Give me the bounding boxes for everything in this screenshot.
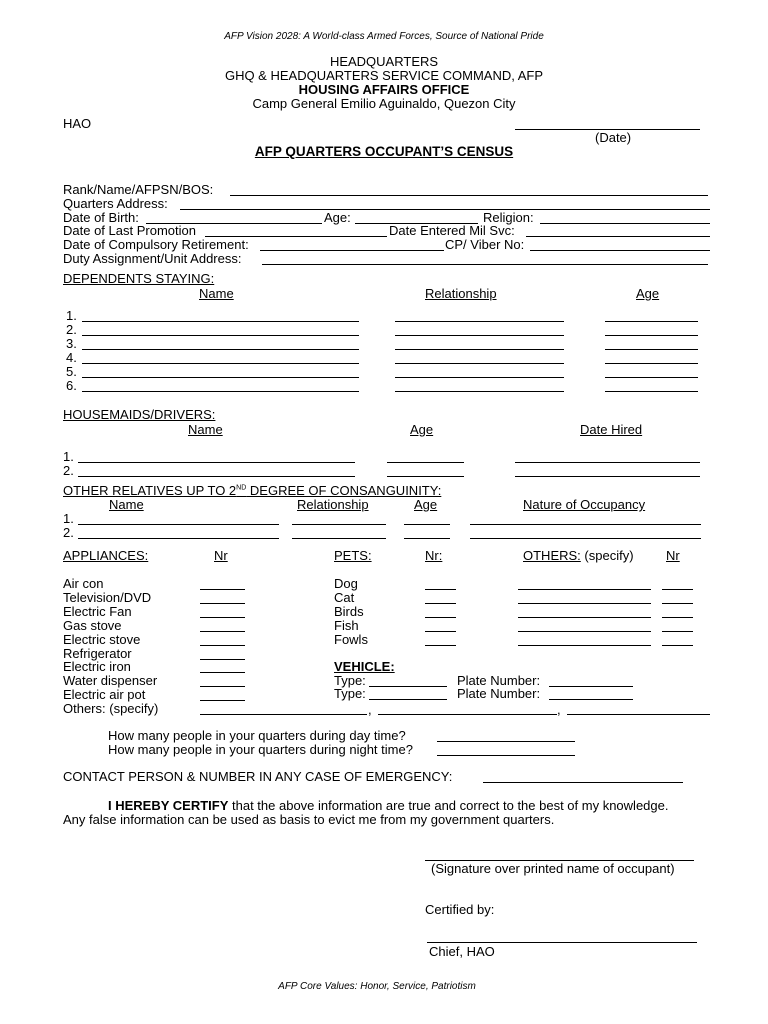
vehicle-type-field-2[interactable] [369, 699, 447, 700]
dependents-col-relationship: Relationship [425, 286, 497, 301]
appliance-others-field-2[interactable] [378, 714, 557, 715]
certify-rest: that the above information are true and correct to the best of my knowledge. [228, 798, 669, 813]
appliance-count-field[interactable] [200, 645, 245, 646]
header-line-location: Camp General Emilio Aguinaldo, Quezon City [252, 96, 516, 111]
appliance-item-label: Electric air pot [63, 687, 146, 703]
relative-relationship-field[interactable] [292, 538, 386, 539]
chief-signature-line[interactable] [427, 942, 697, 943]
relative-age-field[interactable] [404, 524, 450, 525]
age-label: Age: [324, 210, 351, 225]
vehicle-plate-field-2[interactable] [549, 699, 633, 700]
pets-nr: Nr: [425, 548, 443, 563]
others-nr: Nr [666, 548, 680, 563]
other-count-field[interactable] [662, 603, 693, 604]
other-count-field[interactable] [662, 617, 693, 618]
comma-1: , [368, 702, 372, 717]
relatives-heading-sup: ND [236, 484, 247, 492]
relative-age-field[interactable] [404, 538, 450, 539]
retirement-field[interactable] [260, 250, 444, 251]
core-values-footer: AFP Core Values: Honor, Service, Patriotism [278, 981, 476, 992]
relatives-heading-a: OTHER RELATIVES UP TO 2 [63, 483, 237, 498]
housemaids-heading: HOUSEMAIDS/DRIVERS: [63, 407, 216, 422]
dependent-row-number: 2. [66, 322, 77, 337]
appliance-count-field[interactable] [200, 589, 245, 590]
certify-bold: I HEREBY CERTIFY [108, 798, 229, 813]
appliance-others-field-1[interactable] [200, 714, 367, 715]
appliance-item-label: Electric stove [63, 631, 141, 647]
vehicle-plate-field-1[interactable] [549, 686, 633, 687]
dependent-name-field[interactable] [82, 321, 359, 322]
certified-by-label: Certified by: [425, 902, 495, 917]
dependent-relationship-field[interactable] [395, 335, 564, 336]
relative-nature-field[interactable] [470, 538, 701, 539]
last-promotion-label: Date of Last Promotion [63, 223, 196, 238]
dependent-relationship-field[interactable] [395, 391, 564, 392]
question-night: How many people in your quarters during night time? [108, 742, 413, 757]
others-heading-label: OTHERS: [523, 548, 581, 563]
question-day: How many people in your quarters during day time? [108, 728, 406, 743]
dependent-relationship-field[interactable] [395, 321, 564, 322]
date-label: (Date) [595, 130, 632, 145]
header-line-headquarters: HEADQUARTERS [329, 54, 439, 69]
vehicle-type-label-2: Type: [334, 686, 366, 701]
housemaid-age-field[interactable] [387, 462, 464, 463]
relative-relationship-field[interactable] [292, 524, 386, 525]
housemaids-col-name: Name [188, 422, 223, 437]
header-line-office: HOUSING AFFAIRS OFFICE [298, 82, 470, 97]
pet-item-label: Fish [334, 617, 359, 633]
duty-field[interactable] [262, 264, 708, 265]
dob-label: Date of Birth: [63, 210, 139, 225]
pets-heading: PETS: [334, 548, 372, 563]
pet-count-field[interactable] [425, 645, 456, 646]
date-entered-label: Date Entered Mil Svc: [389, 223, 515, 238]
appliance-item-label: Water dispenser [63, 673, 158, 689]
others-heading [523, 549, 634, 563]
other-count-field[interactable] [662, 645, 693, 646]
housemaids-col-date-hired: Date Hired [580, 422, 643, 437]
night-count-field[interactable] [437, 755, 575, 756]
dependent-age-field[interactable] [605, 349, 698, 350]
dependent-age-field[interactable] [605, 391, 698, 392]
cp-field[interactable] [530, 250, 710, 251]
dependent-name-field[interactable] [82, 335, 359, 336]
dependent-age-field[interactable] [605, 321, 698, 322]
other-specify-field[interactable] [518, 589, 651, 590]
appliance-item-label: Others: (specify) [63, 701, 159, 717]
occupant-signature-label: (Signature over printed name of occupant) [431, 861, 675, 876]
other-count-field[interactable] [662, 631, 693, 632]
pet-item-label: Fowls [334, 631, 368, 647]
pet-count-field[interactable] [425, 617, 456, 618]
relative-name-field[interactable] [78, 538, 279, 539]
certify-line-1 [108, 799, 668, 813]
relatives-col-nature: Nature of Occupancy [523, 497, 646, 512]
other-specify-field[interactable] [518, 603, 651, 604]
dependent-name-field[interactable] [82, 377, 359, 378]
vehicle-plate-label-1: Plate Number: [457, 673, 541, 688]
dependent-name-field[interactable] [82, 363, 359, 364]
housemaid-date-field[interactable] [515, 462, 700, 463]
appliance-item-label: Air con [63, 576, 104, 591]
relative-nature-field[interactable] [470, 524, 701, 525]
vision-statement: AFP Vision 2028: A World-class Armed Forces, Source of National Pride [224, 31, 544, 42]
dependent-relationship-field[interactable] [395, 377, 564, 378]
appliance-count-field[interactable] [200, 700, 245, 701]
certify-line-2: Any false information can be used as basis to evict me from my government quarters. [63, 812, 555, 827]
dependents-col-name: Name [199, 286, 234, 301]
relatives-col-age: Age [414, 497, 438, 512]
address-field[interactable] [180, 209, 710, 210]
dependent-relationship-field[interactable] [395, 349, 564, 350]
emergency-contact-field[interactable] [483, 782, 683, 783]
pet-item-label: Dog [334, 576, 358, 591]
housemaid-row-number: 2. [63, 463, 74, 478]
housemaid-name-field[interactable] [78, 462, 355, 463]
pet-count-field[interactable] [425, 631, 456, 632]
emergency-contact-label: CONTACT PERSON & NUMBER IN ANY CASE OF EMERGENCY: [63, 769, 453, 784]
dependent-age-field[interactable] [605, 335, 698, 336]
appliance-others-field-3[interactable] [567, 714, 710, 715]
dependent-row-number: 3. [66, 336, 77, 351]
other-specify-field[interactable] [518, 645, 651, 646]
relatives-col-relationship: Relationship [297, 497, 369, 512]
cp-label: CP/ Viber No: [445, 237, 525, 252]
dependent-row-number: 5. [66, 364, 77, 379]
relative-row-number: 1. [63, 511, 74, 526]
vehicle-type-field-1[interactable] [369, 686, 447, 687]
dependent-relationship-field[interactable] [395, 363, 564, 364]
date-entered-field[interactable] [526, 236, 710, 237]
chief-label: Chief, HAO [429, 944, 495, 959]
appliance-item-label: Gas stove [63, 617, 122, 633]
dependent-name-field[interactable] [82, 391, 359, 392]
pet-count-field[interactable] [425, 603, 456, 604]
other-specify-field[interactable] [518, 631, 651, 632]
comma-2: , [557, 702, 561, 717]
other-specify-field[interactable] [518, 617, 651, 618]
pet-item-label: Birds [334, 603, 364, 619]
appliance-item-label: Television/DVD [63, 589, 152, 605]
relative-row-number: 2. [63, 525, 74, 540]
day-count-field[interactable] [437, 741, 575, 742]
dependent-row-number: 4. [66, 350, 77, 365]
relatives-heading [63, 484, 441, 498]
rank-label: Rank/Name/AFPSN/BOS: [63, 182, 214, 197]
appliance-item-label: Refrigerator [63, 645, 132, 661]
appliances-heading: APPLIANCES: [63, 548, 149, 563]
rank-field[interactable] [230, 195, 708, 196]
appliance-count-field[interactable] [200, 603, 245, 604]
religion-field[interactable] [540, 223, 710, 224]
form-title: AFP QUARTERS OCCUPANT’S CENSUS [254, 144, 514, 159]
hao-label: HAO [63, 116, 92, 131]
housemaid-date-field[interactable] [515, 476, 700, 477]
appliances-nr: Nr [214, 548, 228, 563]
appliance-count-field[interactable] [200, 659, 245, 660]
dependent-name-field[interactable] [82, 349, 359, 350]
dependents-heading: DEPENDENTS STAYING: [63, 271, 215, 286]
address-label: Quarters Address: [63, 196, 168, 211]
appliance-count-field[interactable] [200, 631, 245, 632]
pet-item-label: Cat [334, 589, 355, 605]
appliance-count-field[interactable] [200, 672, 245, 673]
dependents-col-age: Age [636, 286, 660, 301]
others-heading-specify: (specify) [580, 548, 634, 563]
pet-count-field[interactable] [425, 589, 456, 590]
religion-label: Religion: [483, 210, 534, 225]
duty-label: Duty Assignment/Unit Address: [63, 251, 242, 266]
appliance-item-label: Electric Fan [63, 603, 132, 619]
retirement-label: Date of Compulsory Retirement: [63, 237, 249, 252]
dependent-row-number: 1. [66, 308, 77, 323]
dependent-row-number: 6. [66, 378, 77, 393]
vehicle-plate-label-2: Plate Number: [457, 686, 541, 701]
dependent-age-field[interactable] [605, 377, 698, 378]
vehicle-heading: VEHICLE: [334, 659, 395, 674]
housemaid-row-number: 1. [63, 449, 74, 464]
header-line-command: GHQ & HEADQUARTERS SERVICE COMMAND, AFP [224, 68, 544, 83]
dependent-age-field[interactable] [605, 363, 698, 364]
housemaids-col-age: Age [410, 422, 434, 437]
appliance-count-field[interactable] [200, 617, 245, 618]
other-count-field[interactable] [662, 589, 693, 590]
housemaid-age-field[interactable] [387, 476, 464, 477]
housemaid-name-field[interactable] [78, 476, 355, 477]
appliance-item-label: Electric iron [63, 659, 131, 675]
relatives-heading-b: DEGREE OF CONSANGUINITY: [246, 483, 442, 498]
relatives-col-name: Name [109, 497, 144, 512]
appliance-count-field[interactable] [200, 686, 245, 687]
relative-name-field[interactable] [78, 524, 279, 525]
vehicle-type-label-1: Type: [334, 673, 366, 688]
